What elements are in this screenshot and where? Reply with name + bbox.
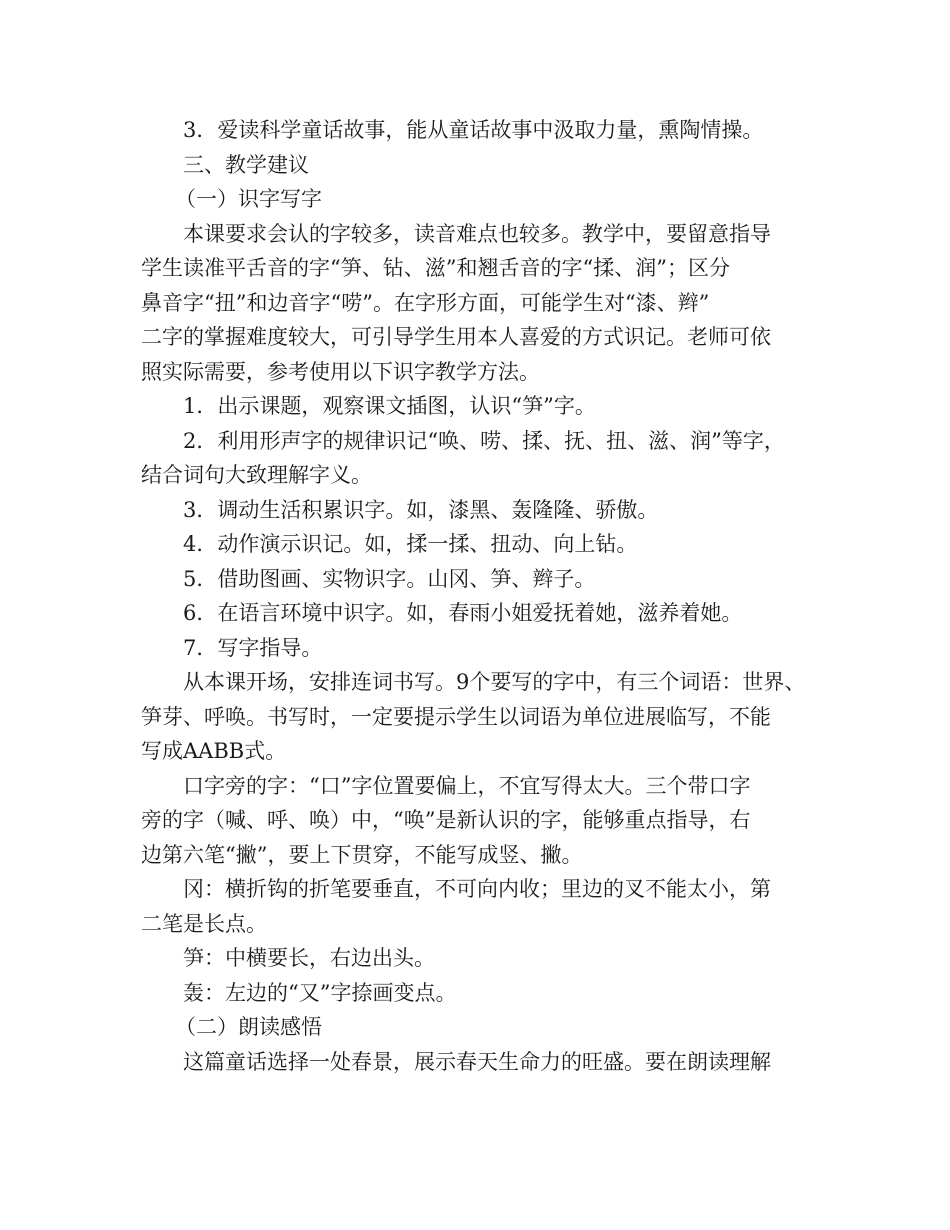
paragraph-line: 本课要求会认的字较多，读音难点也较多。教学中，要留意指导 [183, 221, 771, 246]
list-item: 6．在语言环境中识字。如，春雨小姐爱抚着她，滋养着她。 [183, 601, 743, 625]
paragraph-line: 写成AABB式。 [141, 739, 287, 763]
list-item: 3．调动生活积累识字。如，漆黑、轰隆隆、骄傲。 [183, 497, 659, 522]
list-item: 7．写字指导。 [183, 635, 323, 660]
section-heading: 三、教学建议 [183, 152, 309, 177]
paragraph-line: 轰：左边的“又”字捺画变点。 [183, 980, 457, 1005]
subsection-heading: （一）识字写字 [175, 187, 322, 211]
list-item: 1．出示课题，观察课文插图，认识“笋”字。 [183, 394, 596, 418]
paragraph-line: 笋芽、呼唤。书写时，一定要提示学生以词语为单位进展临写，不能 [141, 704, 771, 729]
paragraph-line: 学生读准平舌音的字“笋、钻、滋”和翘舌音的字“揉、润”；区分 [141, 256, 730, 280]
paragraph-line: 冈：横折钩的折笔要垂直，不可向内收；里边的叉不能太小，第 [183, 877, 771, 901]
paragraph-line: 这篇童话选择一处春景，展示春天生命力的旺盛。要在朗读理解 [183, 1049, 771, 1074]
paragraph-line: 边第六笔“撇”，要上下贯穿，不能写成竖、撇。 [141, 842, 583, 867]
paragraph-line: 照实际需要，参考使用以下识字教学方法。 [141, 359, 540, 384]
paragraph-line: 二笔是长点。 [141, 911, 267, 936]
paragraph-line: 从本课开场，安排连词书写。9个要写的字中，有三个词语：世界、 [183, 670, 806, 694]
paragraph-line: 口字旁的字：“口”字位置要偏上，不宜写得太大。三个带口字 [183, 773, 751, 798]
document-body [141, 113, 821, 1079]
list-item: 5．借助图画、实物识字。山冈、笋、辫子。 [183, 566, 596, 591]
paragraph-line: 3．爱读科学童话故事，能从童话故事中汲取力量，熏陶情操。 [183, 118, 764, 142]
list-item: 4．动作演示识记。如，揉一揉、扭动、向上钻。 [183, 532, 638, 556]
paragraph-line: 二字的掌握难度较大，可引导学生用本人喜爱的方式识记。老师可依 [141, 325, 771, 349]
paragraph-line: 结合词句大致理解字义。 [141, 463, 372, 487]
paragraph-line: 旁的字（喊、呼、唤）中，“唤”是新认识的字，能够重点指导，右 [141, 808, 751, 832]
paragraph-line: 笋：中横要长，右边出头。 [183, 946, 435, 970]
list-item: 2．利用形声字的规律识记“唤、唠、揉、抚、扭、滋、润”等字， [183, 428, 785, 453]
paragraph-line: 鼻音字“扭”和边音字“唠”。在字形方面，可能学生对“漆、辫” [141, 290, 710, 315]
subsection-heading: （二）朗读感悟 [175, 1015, 322, 1039]
